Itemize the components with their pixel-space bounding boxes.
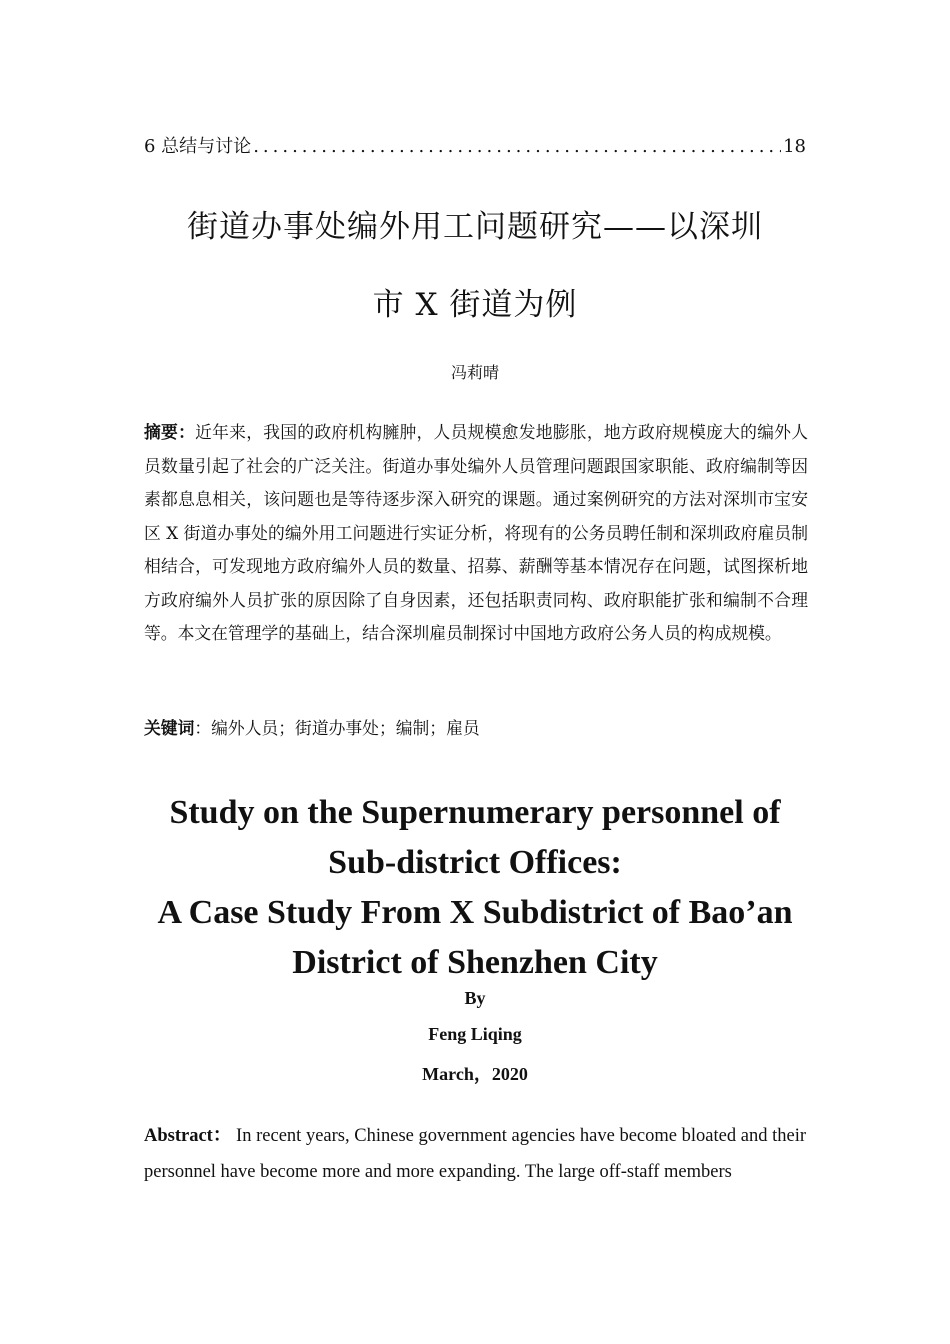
chinese-keywords-label: 关键词 (144, 718, 195, 738)
english-author: Feng Liqing (428, 1024, 522, 1044)
english-title (120, 788, 830, 988)
english-title-line-4: District of Shenzhen City (292, 944, 658, 981)
chinese-keywords-text: ：编外人员；街道办事处；编制；雇员 (194, 718, 480, 738)
english-date: March，2020 (422, 1064, 528, 1084)
english-abstract-text: In recent years, Chinese government agencies have become bloated and their personnel have become more and more expanding. The large off-staff members (144, 1126, 806, 1182)
english-abstract-label: Abstract： (144, 1126, 232, 1146)
toc-page-number: 18 (783, 136, 806, 157)
chinese-title-line-1: 街道办事处编外用工问题研究——以深圳 (187, 209, 763, 245)
toc-entry-label: 6 总结与讨论 (144, 136, 252, 157)
toc-entry[interactable] (144, 132, 806, 158)
chinese-abstract-text: 近年来，我国的政府机构臃肿，人员规模愈发地膨胀，地方政府规模庞大的编外人员数量引起了社会的广泛关注。街道办事处编外人员管理问题跟国家职能、政府编制等因素都息息相关，该问题也是等待逐步深入研究的课题。通过案例研究的方法对深圳市宝安区 X 街道办事处的编外用工问题进行实证分析，将现有的公务员聘任制和深圳政府雇员制相结合，可发现地方政府编外人员的数量、招募、薪酬等基本情况存在问题，试图探析地方政府编外人员扩张的原因除了自身因素，还包括职责同构、政府职能扩张和编制不合理等。本文在管理学的基础上，结合深圳雇员制探讨中国地方政府公务人员的构成规模。 (144, 422, 808, 643)
english-abstract (144, 1118, 806, 1190)
chinese-title (130, 188, 820, 344)
english-by-line: By (464, 988, 486, 1008)
english-title-line-1: Study on the Supernumerary personnel of (169, 794, 781, 831)
chinese-keywords (144, 712, 808, 745)
english-title-line-3: A Case Study From X Subdistrict of Bao’an (157, 894, 793, 931)
english-title-line-2: Sub-district Offices: (328, 844, 622, 881)
chinese-abstract-label: 摘要： (144, 422, 196, 442)
chinese-author: 冯莉晴 (450, 363, 499, 382)
chinese-abstract (144, 416, 808, 651)
toc-leader-dots (253, 136, 781, 157)
chinese-title-line-2: 市 X 街道为例 (372, 287, 578, 323)
